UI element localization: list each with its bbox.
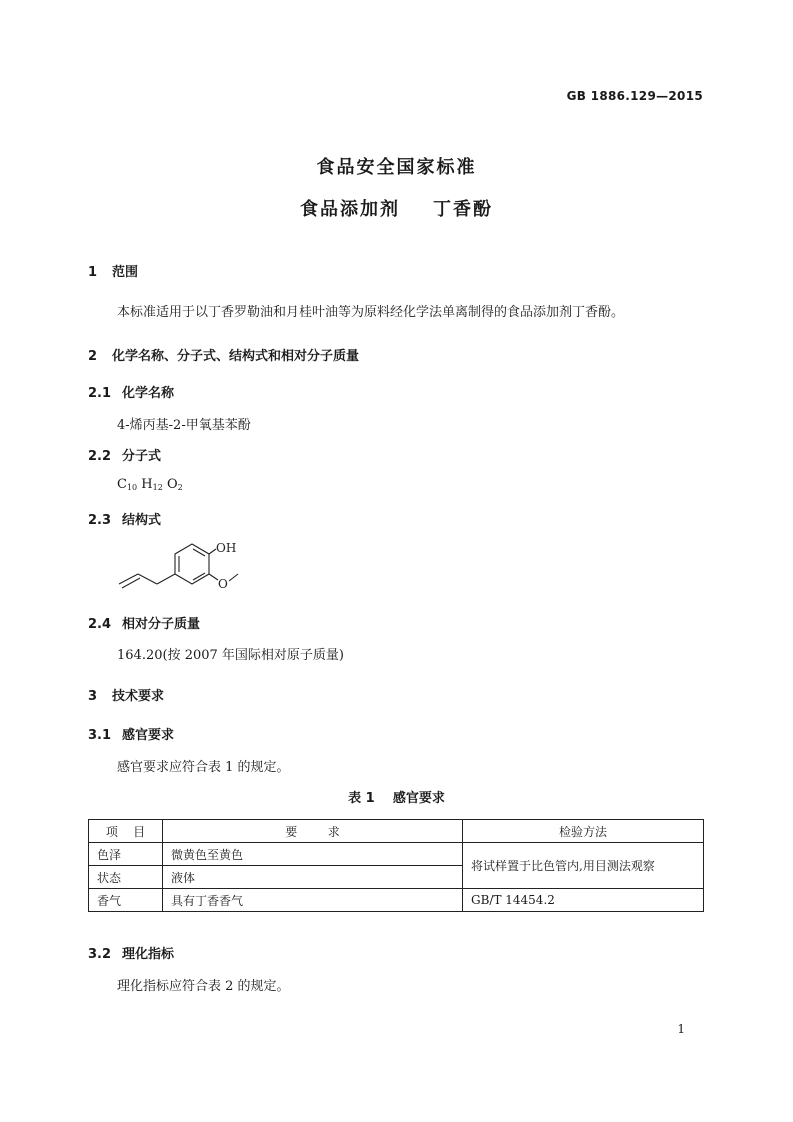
section-heading-3-1 [88,724,174,743]
document-title: 食品安全国家标准 [316,157,477,178]
standard-code: GB 1886.129—2015 [566,89,703,103]
section-number: 1 [88,265,98,280]
section-heading-2-1 [88,382,174,401]
section-number: 2.3 [88,513,112,528]
allyl-double-bond [119,574,138,584]
table-header-row [89,820,704,843]
item-cell: 色泽 [89,843,163,866]
section-heading-2 [88,345,359,364]
structural-formula-diagram [112,536,252,596]
section-number: 2.4 [88,617,112,632]
sensory-requirements-table [88,819,704,912]
section-3-2-text: 理化指标应符合表 2 的规定。 [117,979,290,994]
section-title: 范围 [112,265,139,280]
column-header-requirement: 要 求 [163,820,463,843]
section-number: 3 [88,689,98,704]
section-title: 结构式 [122,513,162,528]
section-heading-2-3 [88,509,161,528]
section-heading-2-4 [88,613,200,632]
section-title: 技术要求 [112,689,165,704]
allyl-double-bond-2 [122,578,140,588]
section-heading-1 [88,261,138,280]
section-number: 3.1 [88,728,112,743]
section-number: 2 [88,349,98,364]
molecular-weight: 164.20(按 2007 年国际相对原子质量) [117,648,344,663]
section-number: 2.1 [88,386,112,401]
section-heading-3-2 [88,943,174,962]
requirement-cell: 具有丁香香气 [163,889,463,912]
oh-label: OH [216,541,237,555]
column-header-method: 检验方法 [463,820,704,843]
requirement-cell: 微黄色至黄色 [163,843,463,866]
section-heading-3 [88,685,164,704]
section-heading-2-2 [88,445,161,464]
section-3-1-text: 感官要求应符合表 1 的规定。 [117,760,290,775]
section-title: 理化指标 [122,947,175,962]
o-label: O [218,577,228,591]
requirement-cell: 液体 [163,866,463,889]
column-header-item: 项 目 [89,820,163,843]
item-cell: 香气 [89,889,163,912]
method-cell: 将试样置于比色管内,用目测法观察 [463,843,704,889]
section-title: 化学名称、分子式、结构式和相对分子质量 [112,349,360,364]
section-number: 2.2 [88,449,112,464]
section-number: 3.2 [88,947,112,962]
section-title: 感官要求 [122,728,175,743]
section-title: 分子式 [122,449,162,464]
section-title: 相对分子质量 [122,617,201,632]
page-number: 1 [677,1022,685,1036]
table-row [89,889,704,912]
document-subtitle: 食品添加剂 丁香酚 [299,199,494,220]
chemical-name: 4-烯丙基-2-甲氧基苯酚 [117,418,251,433]
table-row [89,843,704,866]
item-cell: 状态 [89,866,163,889]
table-1-title: 表 1 感官要求 [348,791,445,806]
method-cell: GB/T 14454.2 [463,889,704,912]
benzene-ring [175,544,209,584]
molecular-formula: $C_{10}$ $H_{12}$ $O_2$ [117,477,183,492]
section-1-text: 本标准适用于以丁香罗勒油和月桂叶油等为原料经化学法单离制得的食品添加剂丁香酚。 [117,305,625,320]
section-title: 化学名称 [122,386,175,401]
